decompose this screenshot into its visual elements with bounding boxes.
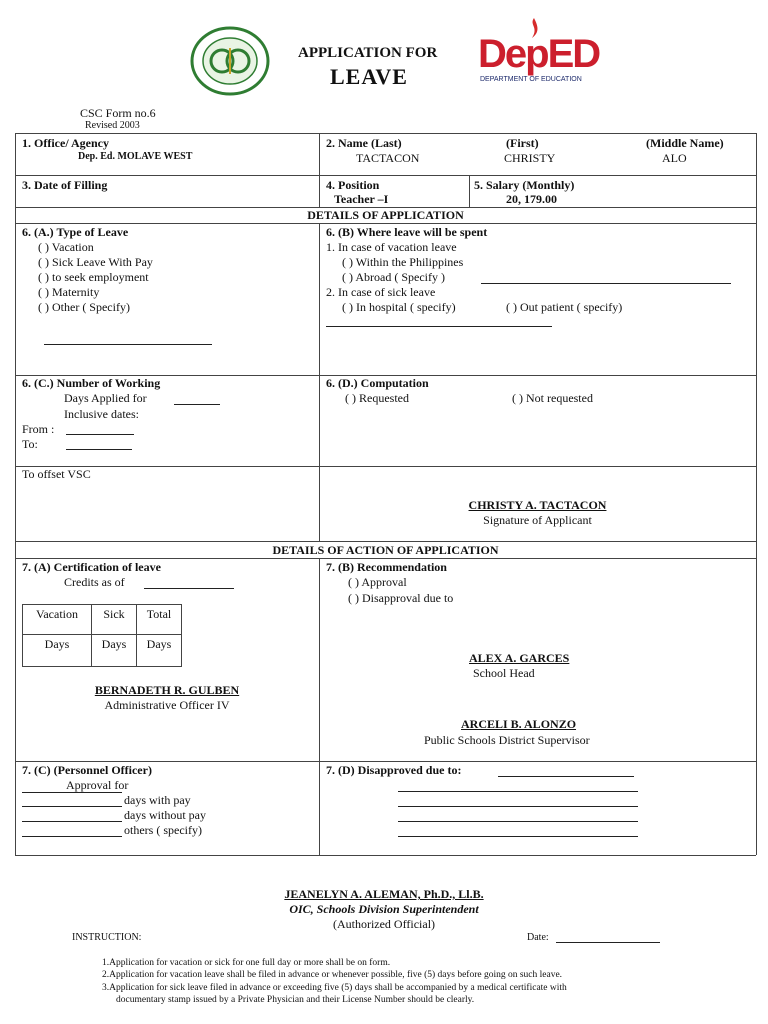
salary-label: 5. Salary (Monthly) [474,178,575,192]
not-requested-option[interactable]: ( ) Not requested [512,391,593,405]
days-with-pay-label: days with pay [124,793,191,807]
instruction-item-3: 3.Application for sick leave filed in advance or exceeding five (5) days shall be accompanied by a medical certificate with [102,983,567,993]
deped-logo [478,18,608,88]
from-date-blank[interactable] [66,434,134,435]
days-applied-label: Days Applied for [64,391,147,405]
deped-subtitle: DEPARTMENT OF EDUCATION [480,76,582,83]
leave-option-other[interactable]: ( ) Other ( Specify) [38,300,130,314]
rule [15,761,756,762]
days-applied-blank[interactable] [174,404,220,405]
from-label: From : [22,422,55,436]
applicant-signature-label: Signature of Applicant [483,513,592,527]
applicant-name: CHRISTY A. TACTACON [468,498,607,512]
credits-total-days: Days [137,635,182,667]
leave-option-maternity[interactable]: ( ) Maternity [38,285,100,299]
instruction-item-3-cont: documentary stamp issued by a Private Physician and their License Number should be clearly. [116,995,475,1005]
sick-case-label: 2. In case of sick leave [326,285,436,299]
leave-option-employment[interactable]: ( ) to seek employment [38,270,149,284]
office-label: 1. Office/ Agency [22,136,109,150]
credits-col-vacation: Vacation [23,605,92,635]
to-label: To: [22,437,38,451]
rule [319,133,320,207]
disapproved-reason-line-5[interactable] [398,836,638,837]
abroad-option[interactable]: ( ) Abroad ( Specify ) [342,270,445,284]
others-specify-label: others ( specify) [124,823,202,837]
certification-label: 7. (A) Certification of leave [22,560,161,574]
details-of-action-heading: DETAILS OF ACTION OF APPLICATION [272,543,499,557]
admin-officer-name: BERNADETH R. GULBEN [94,683,240,697]
position-value: Teacher –I [334,192,389,206]
rule [469,175,470,207]
working-days-label: 6. (C.) Number of Working [22,376,161,390]
district-supervisor-name: ARCELI B. ALONZO [461,717,577,731]
admin-officer-title: Administrative Officer IV [104,698,230,712]
rule [15,558,756,559]
days-without-pay-blank[interactable] [22,821,122,822]
rule [15,223,756,224]
rule [756,133,757,855]
computation-label: 6. (D.) Computation [326,376,429,390]
csc-seal-logo [190,26,270,96]
days-with-pay-blank[interactable] [22,806,122,807]
sick-specify-blank[interactable] [326,326,552,327]
credits-col-sick: Sick [92,605,137,635]
rule [15,133,16,855]
credits-date-blank[interactable] [144,588,234,589]
deped-wordmark: DepED [478,32,600,76]
rule [15,466,756,467]
name-first-label: (First) [506,136,539,150]
disapproved-reason-line-1[interactable] [498,776,634,777]
salary-value: 20, 179.00 [506,192,557,206]
disapproved-reason-line-4[interactable] [398,821,638,822]
leave-credits-table [22,604,182,667]
days-without-pay-label: days without pay [124,808,206,822]
approval-for-label: Approval for [66,778,129,792]
date-label: Date: [527,932,549,943]
other-specify-blank[interactable] [44,344,212,345]
authorized-official-label: (Authorized Official) [332,917,436,931]
offset-vsc-note: To offset VSC [22,467,91,481]
school-head-name: ALEX A. GARCES [469,651,570,665]
position-label: 4. Position [326,178,380,192]
credits-as-of-label: Credits as of [64,575,125,589]
superintendent-title: OIC, Schools Division Superintendent [289,902,479,916]
within-philippines-option[interactable]: ( ) Within the Philippines [342,255,464,269]
requested-option[interactable]: ( ) Requested [345,391,409,405]
abroad-specify-blank[interactable] [481,283,731,284]
rule [15,855,756,856]
inclusive-dates-label: Inclusive dates: [64,407,139,421]
name-middle-label: (Middle Name) [646,136,724,150]
leave-option-sick[interactable]: ( ) Sick Leave With Pay [38,255,153,269]
revised-date: Revised 2003 [85,120,140,131]
vacation-case-label: 1. In case of vacation leave [326,240,457,254]
rule [319,223,320,541]
where-spent-label: 6. (B) Where leave will be spent [326,225,488,239]
approval-option[interactable]: ( ) Approval [348,575,407,589]
type-of-leave-label: 6. (A.) Type of Leave [22,225,129,239]
middle-name-value: ALO [662,151,687,165]
rule [15,133,756,134]
rule [15,175,756,176]
others-specify-blank[interactable] [22,836,122,837]
details-of-application-heading: DETAILS OF APPLICATION [307,208,464,222]
disapproved-due-label: 7. (D) Disapproved due to: [326,763,462,777]
leave-option-vacation[interactable]: ( ) Vacation [38,240,94,254]
outpatient-option[interactable]: ( ) Out patient ( specify) [506,300,623,314]
instruction-item-1: 1.Application for vacation or sick for one full day or more shall be on form. [102,958,391,968]
last-name-value: TACTACON [356,151,420,165]
credits-sick-days: Days [92,635,137,667]
title-line1: APPLICATION FOR [298,45,438,61]
office-value: Dep. Ed. MOLAVE WEST [78,151,193,162]
form-number: CSC Form no.6 [80,106,156,120]
disapproved-reason-line-3[interactable] [398,806,638,807]
rule [15,541,756,542]
disapproved-reason-line-2[interactable] [398,791,638,792]
personnel-officer-label: 7. (C) (Personnel Officer) [22,763,152,777]
credits-vacation-days: Days [23,635,92,667]
recommendation-label: 7. (B) Recommendation [326,560,447,574]
to-date-blank[interactable] [66,449,132,450]
title-line2: LEAVE [330,64,408,89]
instruction-item-2: 2.Application for vacation leave shall be filed in advance or whenever possible, five (5) days before going on such leave. [102,970,563,980]
date-blank[interactable] [556,942,660,943]
credits-col-total: Total [137,605,182,635]
rule [319,558,320,855]
date-of-filing-label: 3. Date of Filling [22,178,108,192]
school-head-title: School Head [473,666,535,680]
disapproval-option[interactable]: ( ) Disapproval due to [348,591,454,605]
instruction-label: INSTRUCTION: [72,932,142,943]
district-supervisor-title: Public Schools District Supervisor [424,733,590,747]
hospital-option[interactable]: ( ) In hospital ( specify) [342,300,456,314]
first-name-value: CHRISTY [504,151,556,165]
superintendent-name: JEANELYN A. ALEMAN, Ph.D., Ll.B. [284,887,484,901]
approval-for-underline [22,792,122,793]
name-last-label: 2. Name (Last) [326,136,402,150]
